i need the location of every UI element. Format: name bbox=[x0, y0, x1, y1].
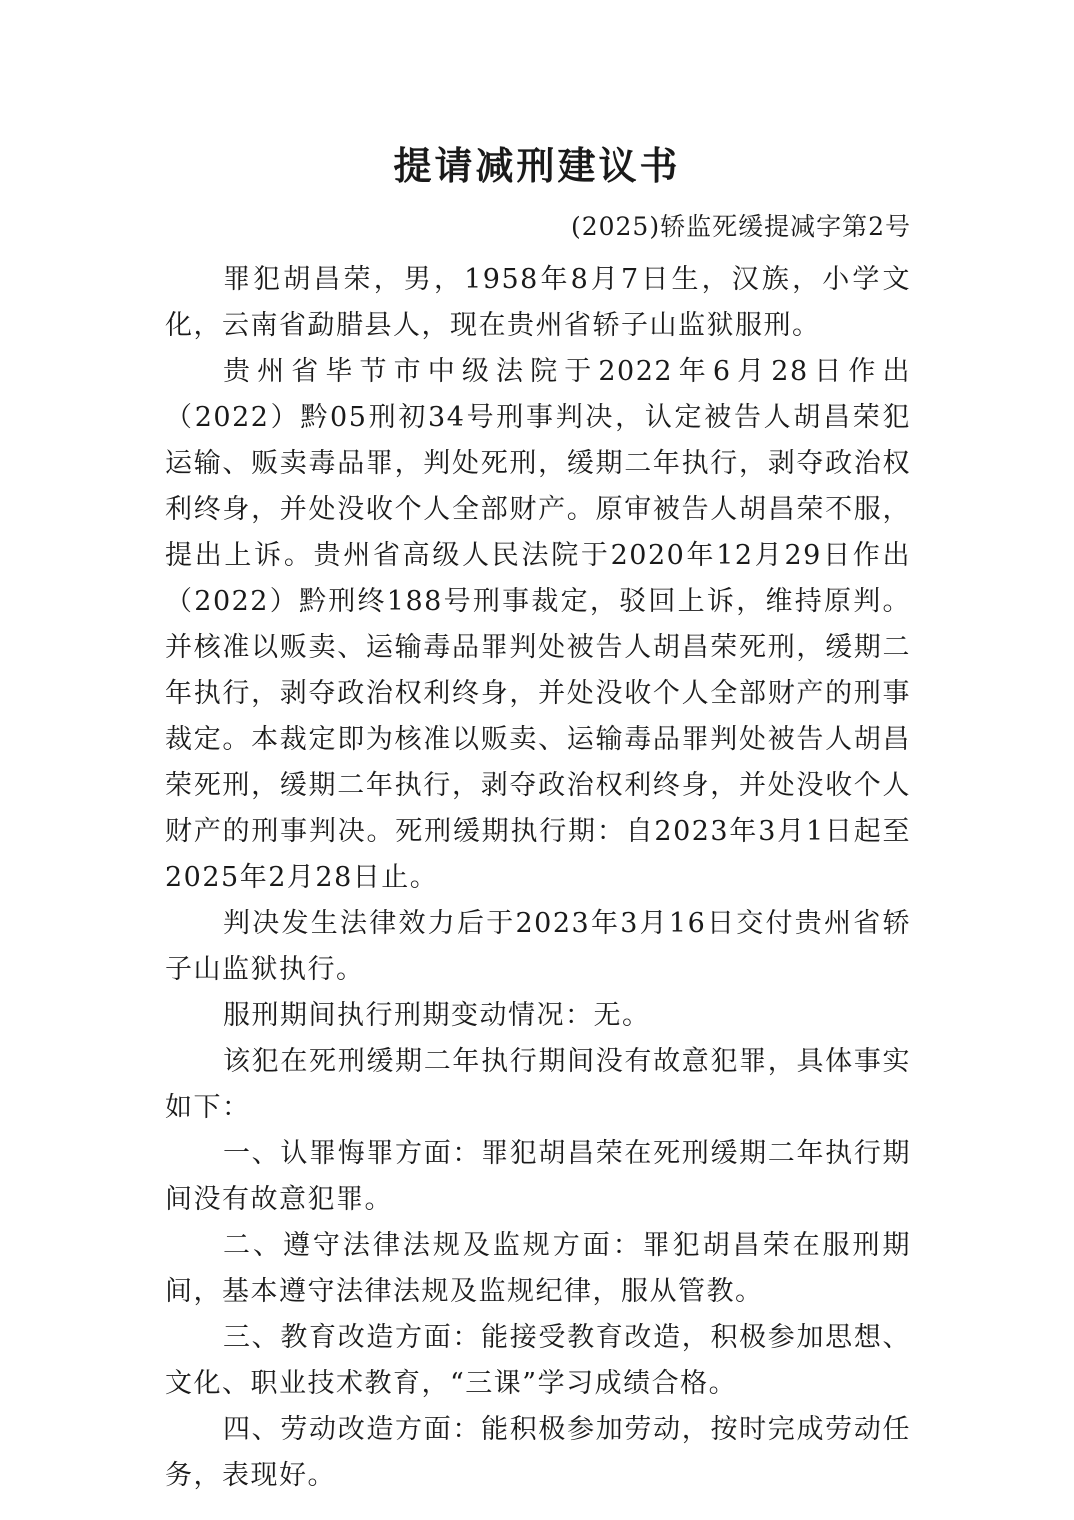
document-body bbox=[165, 257, 911, 1499]
paragraph-delivery: 判决发生法律效力后于2023年3月16日交付贵州省轿子山监狱执行。 bbox=[165, 908, 911, 985]
paragraph-facts-intro: 该犯在死刑缓期二年执行期间没有故意犯罪，具体事实如下： bbox=[165, 1046, 911, 1123]
paragraph-labor: 四、劳动改造方面：能积极参加劳动，按时完成劳动任务，表现好。 bbox=[165, 1414, 911, 1491]
document-number: (2025)轿监死缓提减字第2号 bbox=[570, 212, 911, 241]
paragraph-education: 三、教育改造方面：能接受教育改造，积极参加思想、文化、职业技术教育，“三课”学习成绩合格。 bbox=[165, 1322, 911, 1399]
paragraph-law-compliance: 二、遵守法律法规及监规方面：罪犯胡昌荣在服刑期间，基本遵守法律法规及监规纪律，服从管教。 bbox=[165, 1230, 911, 1307]
document-title: 提请减刑建议书 bbox=[393, 144, 681, 188]
paragraph-judgment-history: 贵州省毕节市中级法院于2022年6月28日作出（2022）黔05刑初34号刑事判决，认定被告人胡昌荣犯运输、贩卖毒品罪，判处死刑，缓期二年执行，剥夺政治权利终身，并处没收个人全部财产。原审被告人胡昌荣不服，提出上诉。贵州省高级人民法院于2020年12月29日作出（2022）黔刑终188号刑事裁定，驳回上诉，维持原判。并核准以贩卖、运输毒品罪判处被告人胡昌荣死刑，缓期二年执行，剥夺政治权利终身，并处没收个人全部财产的刑事裁定。本裁定即为核准以贩卖、运输毒品罪判处被告人胡昌荣死刑，缓期二年执行，剥夺政治权利终身，并处没收个人财产的刑事判决。死刑缓期执行期：自2023年3月1日起至2025年2月28日止。 bbox=[165, 356, 911, 893]
paragraph-criminal-info: 罪犯胡昌荣，男，1958年8月7日生，汉族，小学文化，云南省勐腊县人，现在贵州省轿子山监狱服刑。 bbox=[165, 264, 911, 341]
paragraph-remorse: 一、认罪悔罪方面：罪犯胡昌荣在死刑缓期二年执行期间没有故意犯罪。 bbox=[165, 1138, 911, 1215]
paragraph-sentence-changes: 服刑期间执行刑期变动情况：无。 bbox=[223, 1000, 651, 1031]
